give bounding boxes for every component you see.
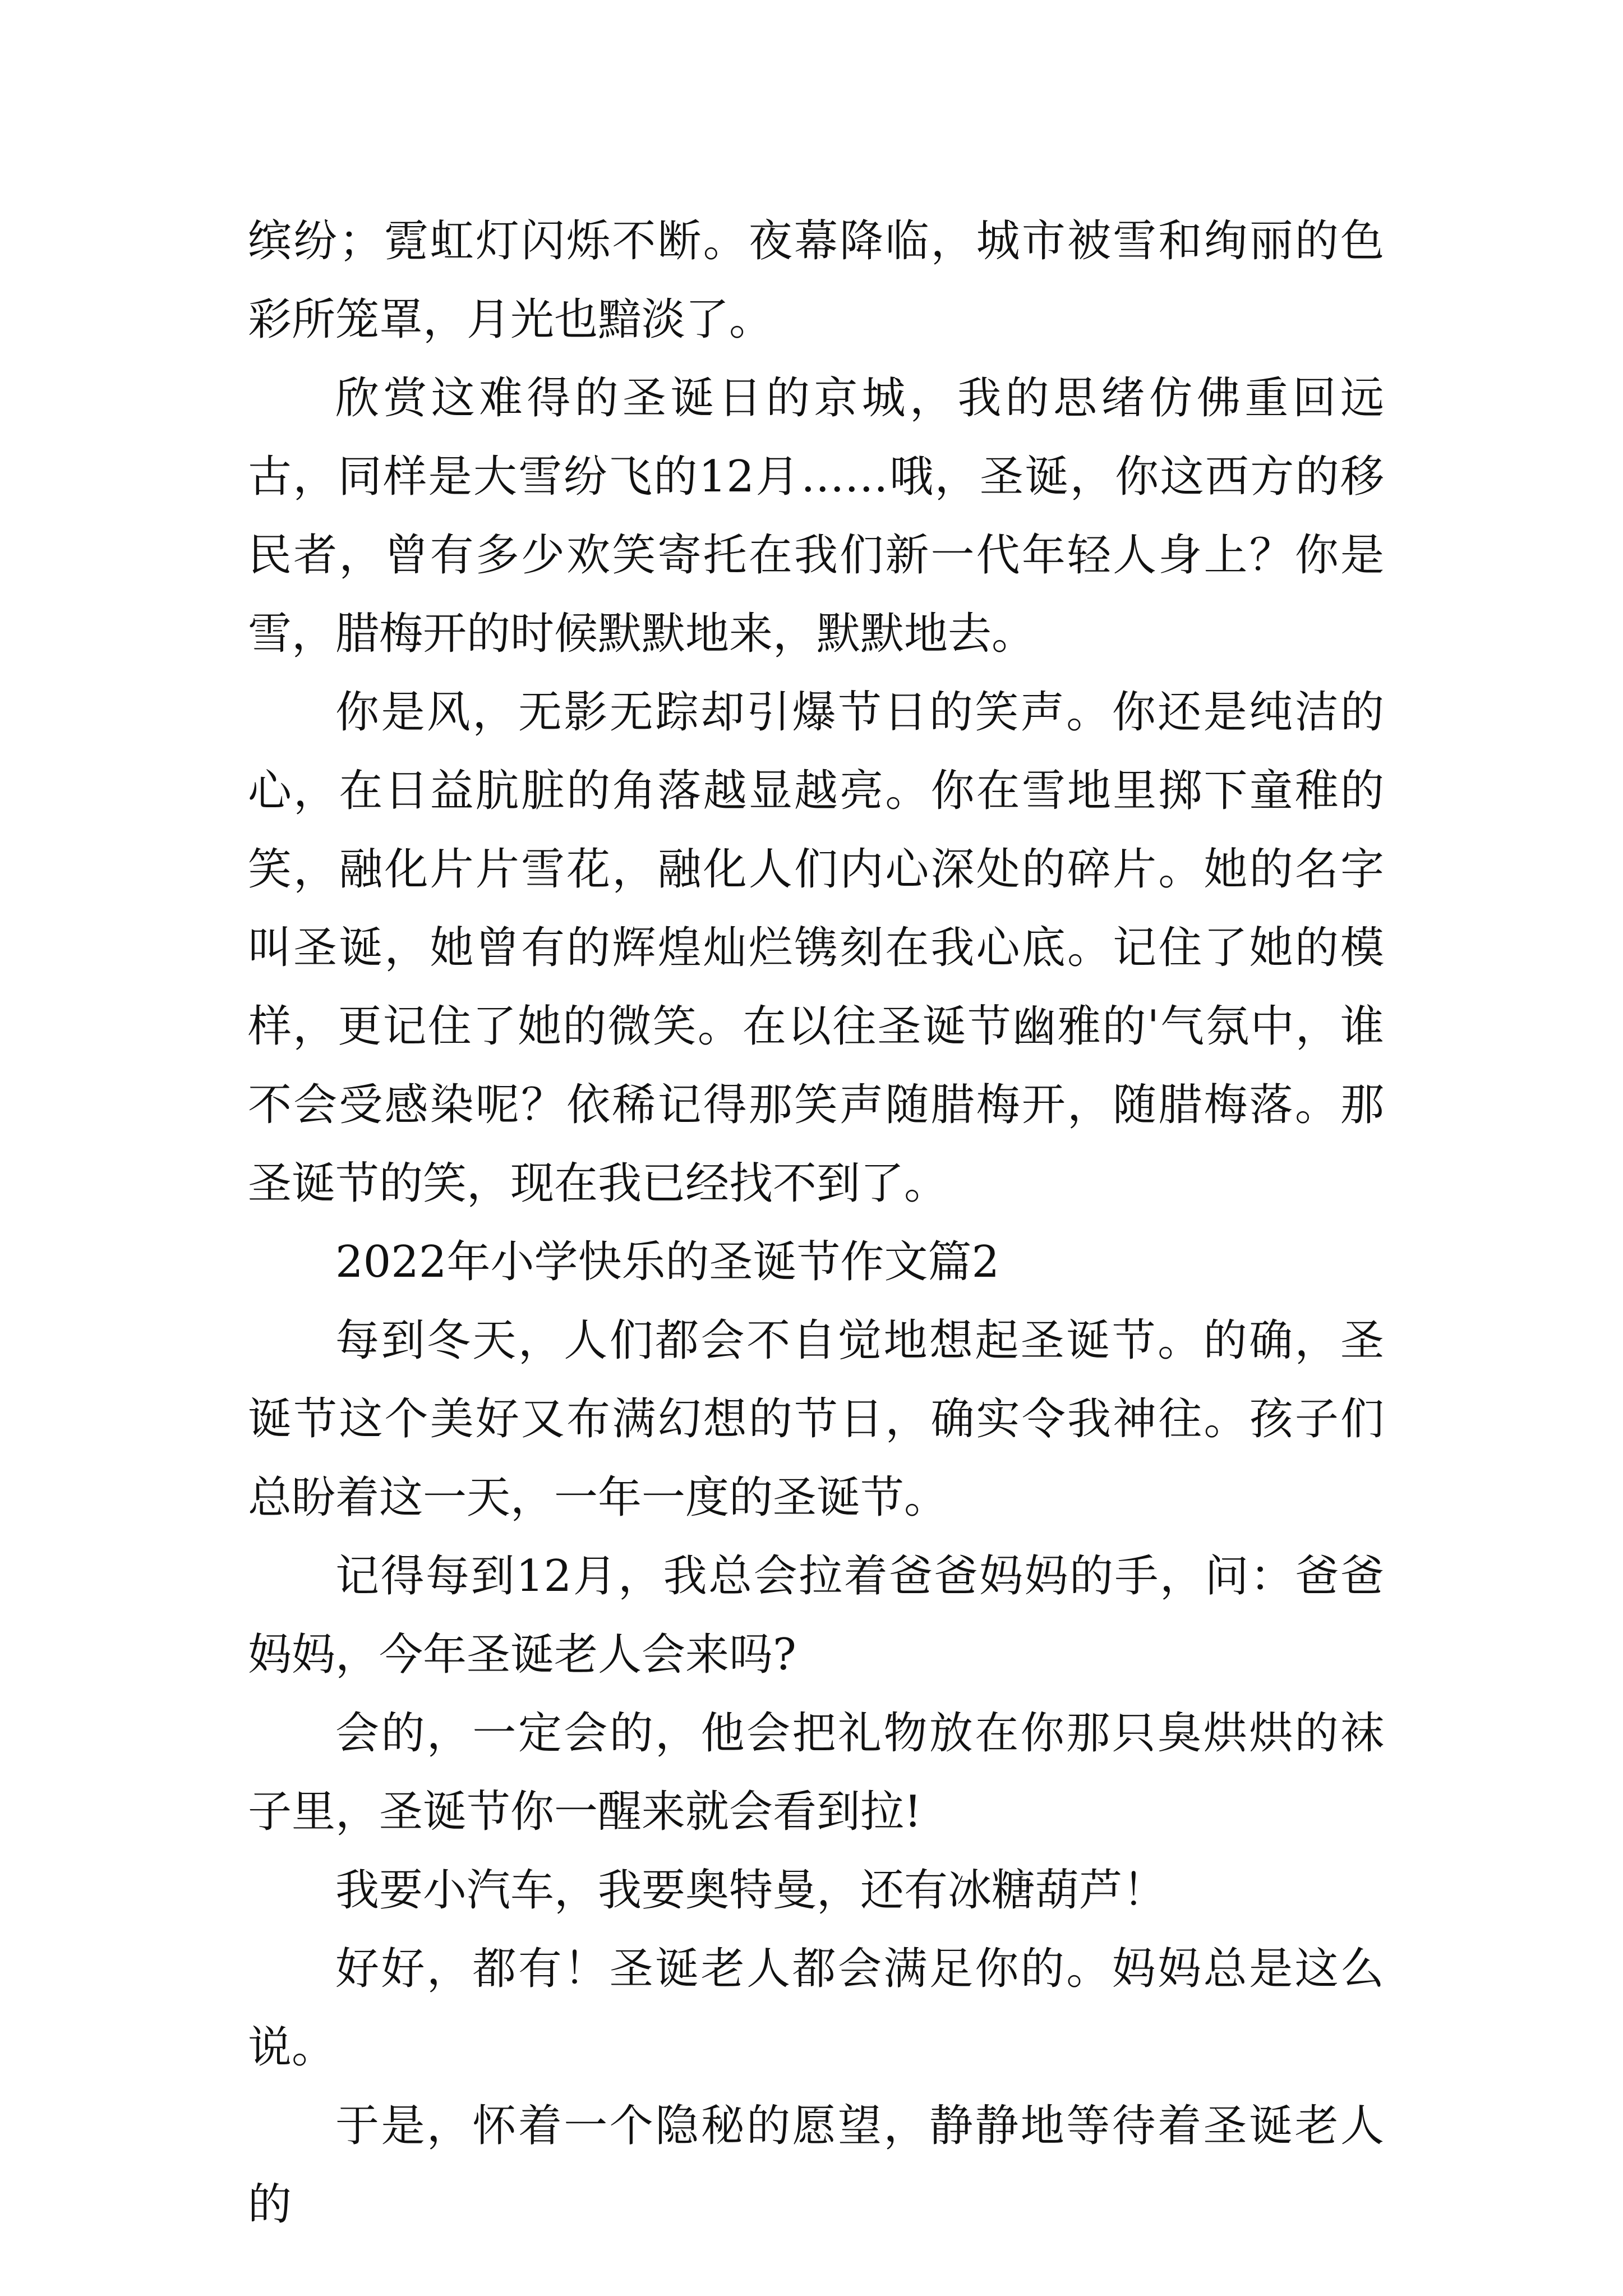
- paragraph: 我要小汽车，我要奥特曼，还有冰糖葫芦！: [335, 1865, 1167, 1916]
- paragraph: 好好，都有！圣诞老人都会满足你的。妈妈总是这么说。: [248, 1944, 1384, 2073]
- paragraph: 你是风，无影无踪却引爆节日的笑声。你还是纯洁的心，在日益肮脏的角落越显越亮。你在雪地里掷下童稚的笑，融化片片雪花，融化人们内心深处的碎片。她的名字叫圣诞，她曾有的辉煌灿烂镌刻在我心底。记住了她的模样，更记住了她的微笑。在以往圣诞节幽雅的'气氛中，谁不会受感染呢？依稀记得那笑声随腊梅开，随腊梅落。那圣诞节的笑，现在我已经找不到了。: [248, 687, 1384, 1209]
- article-body: [248, 202, 1384, 2244]
- paragraph: 会的，一定会的，他会把礼物放在你那只臭烘烘的袜子里，圣诞节你一醒来就会看到拉!: [248, 1708, 1384, 1837]
- paragraph: 欣赏这难得的圣诞日的京城，我的思绪仿佛重回远古，同样是大雪纷飞的12月……哦，圣诞，你这西方的移民者，曾有多少欢笑寄托在我们新一代年轻人身上？你是雪，腊梅开的时候默默地来，默默地去。: [248, 373, 1384, 659]
- paragraph: 记得每到12月，我总会拉着爸爸妈妈的手，问：爸爸妈妈，今年圣诞老人会来吗?: [248, 1551, 1384, 1680]
- paragraph: 于是，怀着一个隐秘的愿望，静静地等待着圣诞老人的: [248, 2101, 1384, 2230]
- paragraph: 每到冬天，人们都会不自觉地想起圣诞节。的确，圣诞节这个美好又布满幻想的节日，确实令我神往。孩子们总盼着这一天，一年一度的圣诞节。: [248, 1315, 1384, 1523]
- paragraph: 缤纷；霓虹灯闪烁不断。夜幕降临，城市被雪和绚丽的色彩所笼罩，月光也黯淡了。: [248, 216, 1384, 345]
- section-heading: 2022年小学快乐的圣诞节作文篇2: [335, 1237, 1000, 1287]
